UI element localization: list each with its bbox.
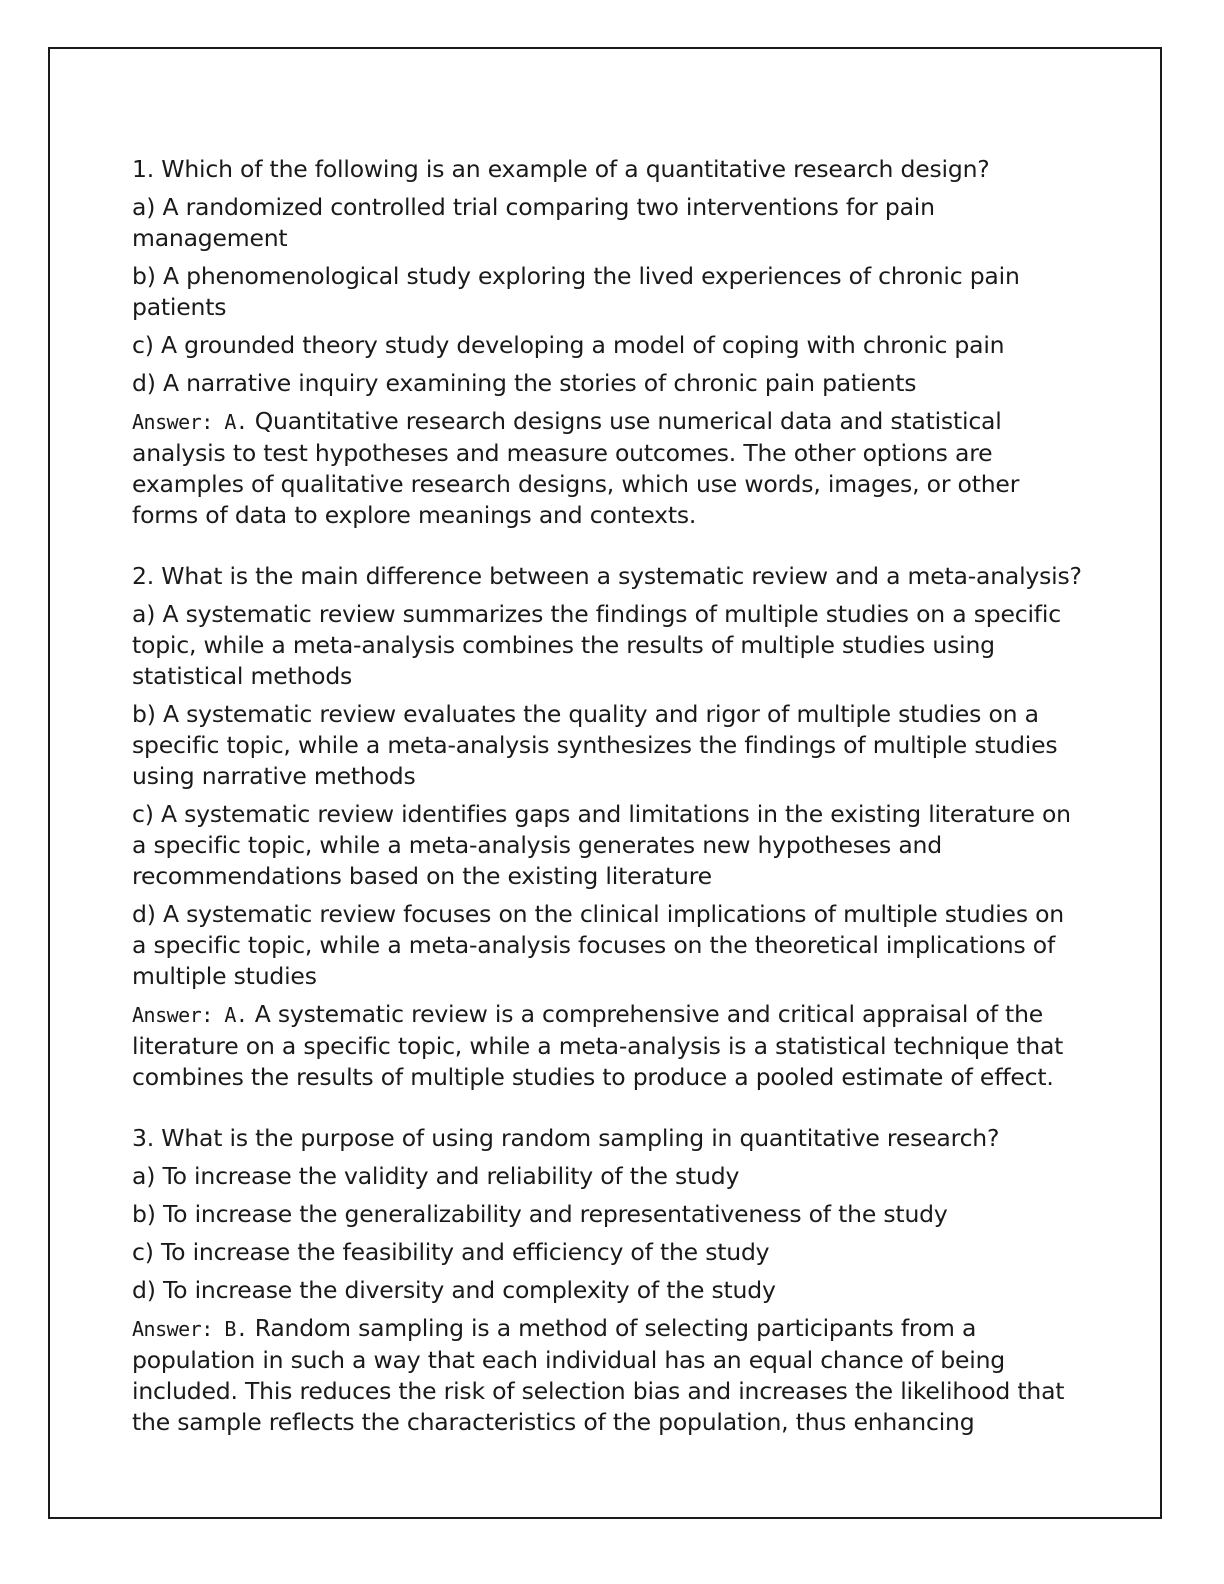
question-3 [132, 1123, 1082, 1438]
question-1 [132, 154, 1082, 531]
answer-explanation [132, 999, 1082, 1093]
option-d: d) To increase the diversity and complexity of the study [132, 1276, 776, 1304]
option-a: a) To increase the validity and reliability of the study [132, 1162, 740, 1190]
option-d: d) A systematic review focuses on the clinical implications of multiple studies on a specific topic, while a meta-analysis focuses on the theoretical implications of multiple studies [132, 900, 1064, 990]
quiz-content [132, 154, 1082, 1468]
question-stem: 1. Which of the following is an example of a quantitative research design? [132, 155, 990, 183]
option-d: d) A narrative inquiry examining the stories of chronic pain patients [132, 369, 917, 397]
answer-text: A systematic review is a comprehensive and critical appraisal of the literature on a specific topic, while a meta-analysis is a statistical technique that combines the results of multiple studies to produce a pooled estimate of effect. [132, 1000, 1064, 1091]
page-border-bottom [48, 1517, 1162, 1519]
option-b: b) A phenomenological study exploring the lived experiences of chronic pain patients [132, 262, 1020, 321]
option-c: c) To increase the feasibility and efficiency of the study [132, 1238, 770, 1266]
page-bottom-margin [0, 1519, 1224, 1584]
option-a: a) A randomized controlled trial comparing two interventions for pain management [132, 193, 935, 252]
question-stem: 3. What is the purpose of using random sampling in quantitative research? [132, 1124, 1000, 1152]
answer-explanation [132, 1313, 1082, 1438]
question-2 [132, 561, 1082, 1093]
answer-label: Answer: B. [132, 1317, 248, 1341]
answer-label: Answer: A. [132, 1003, 248, 1027]
option-c: c) A grounded theory study developing a model of coping with chronic pain [132, 331, 1005, 359]
answer-label: Answer: A. [132, 410, 248, 434]
question-stem: 2. What is the main difference between a systematic review and a meta-analysis? [132, 562, 1082, 590]
option-b: b) A systematic review evaluates the quality and rigor of multiple studies on a specific topic, while a meta-analysis synthesizes the findings of multiple studies using narrative methods [132, 700, 1058, 790]
answer-text: Quantitative research designs use numerical data and statistical analysis to test hypotheses and measure outcomes. The other options are examples of qualitative research designs, which use words, images, or other forms of data to explore meanings and contexts. [132, 407, 1020, 529]
option-b: b) To increase the generalizability and representativeness of the study [132, 1200, 948, 1228]
answer-text: Random sampling is a method of selecting participants from a population in such a way that each individual has an equal chance of being included. This reduces the risk of selection bias and increases the likelihood that the sample reflects the characteristics of the population, thus enhancing [132, 1314, 1065, 1436]
answer-explanation [132, 406, 1082, 531]
option-c: c) A systematic review identifies gaps and limitations in the existing literature on a specific topic, while a meta-analysis generates new hypotheses and recommendations based on the existing literature [132, 800, 1071, 890]
option-a: a) A systematic review summarizes the findings of multiple studies on a specific topic, while a meta-analysis combines the results of multiple studies using statistical methods [132, 600, 1061, 690]
